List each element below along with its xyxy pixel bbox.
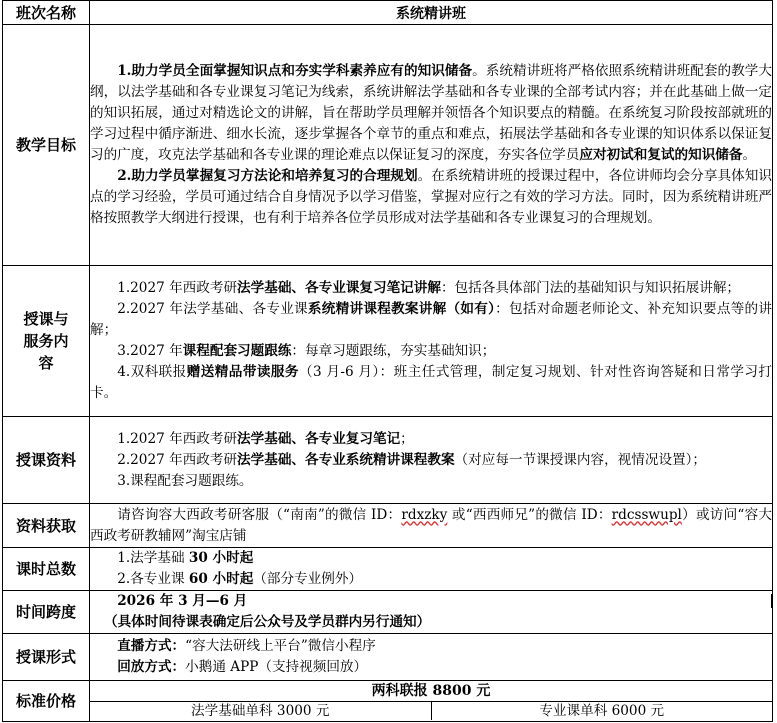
- combo-price: 两科联报 8800 元: [90, 681, 772, 702]
- access-text-1: 请咨询容大西政考研客服（“南南”的微信 ID：: [117, 506, 402, 523]
- single-price-law-basics: 法学基础单科 3000 元: [90, 702, 432, 720]
- hours-2-pre: 2.各专业课: [117, 571, 189, 587]
- format-live: [90, 636, 772, 657]
- format-replay: [90, 657, 772, 678]
- period-note: （具体时间待课表确定后公众号及学员群内另行通知）: [104, 614, 431, 630]
- hours-1-pre: 1.法学基础: [117, 550, 189, 566]
- objective-2-heading: 2.助力学员掌握复习方法论和培养复习的合理规划: [117, 168, 418, 184]
- price-label: 标准价格: [3, 681, 90, 722]
- access-content: [90, 504, 773, 548]
- format-label: 授课形式: [3, 634, 90, 681]
- hours-2-value: 60 小时起: [188, 571, 254, 587]
- access-text-3: ）或访问“容大西政考研教辅网”淘宝店铺: [90, 506, 772, 544]
- material-2-text: （对应每一节课授课内容，视情况设置）；: [454, 451, 707, 468]
- format-row: [3, 634, 773, 681]
- objective-1-heading: 1.助力学员全面掌握知识点和夯实学科素养应有的知识储备: [117, 63, 473, 79]
- single-price-major: 专业课单科 6000 元: [539, 703, 665, 719]
- hours-row: [3, 548, 773, 591]
- course-name: 系统精讲班: [90, 1, 773, 25]
- page-edge-mark: [771, 594, 773, 608]
- objectives-content: [90, 25, 773, 266]
- material-1-pre: 1.2027 年西政考研: [117, 430, 238, 447]
- service-1-pre: 1.2027 年西政考研: [117, 280, 238, 296]
- hours-2-note: （部分专业例外）: [253, 571, 363, 587]
- service-3: [90, 341, 772, 362]
- material-1-heading: 法学基础、各专业复习笔记: [237, 430, 401, 447]
- format-replay-label: 回放方式：: [117, 659, 186, 675]
- material-3: 3.课程配套习题跟练。: [117, 472, 253, 489]
- service-1: [90, 278, 772, 299]
- period-content: [90, 591, 773, 634]
- service-2-text: ：包括对命题老师论文、补充知识要点等的讲解；: [90, 301, 773, 338]
- service-4-heading: 赠送精品带读服务: [186, 364, 299, 380]
- service-4-text: （3 月-6 月）：班主任式管理，制定复习规划、针对性咨询答疑和日常学习打卡。: [90, 364, 772, 401]
- service-1-text: ：包括各具体部门法的基础知识与知识拓展讲解；: [440, 280, 741, 296]
- period-label: 时间跨度: [3, 591, 90, 634]
- objective-1-emphasis: 应对初试和复试的知识储备: [579, 147, 743, 163]
- price-content: [90, 681, 773, 722]
- format-replay-text: 小鹅通 APP（支持视频回放）: [185, 659, 368, 675]
- service-4-pre: 4.双科联报: [117, 364, 187, 380]
- service-1-heading: 法学基础、各专业课复习笔记讲解: [237, 280, 441, 296]
- material-1: [90, 429, 772, 450]
- access-text-2: 或“西西师兄”的微信 ID：: [447, 506, 612, 523]
- services-label: [3, 266, 90, 417]
- service-3-heading: 课程配套习题跟练: [182, 343, 292, 359]
- material-2-pre: 2.2027 年西政考研: [117, 451, 238, 468]
- services-label-text: 授课与服务内容: [23, 310, 69, 372]
- service-3-pre: 3.2027 年: [117, 343, 183, 359]
- hours-1: [90, 548, 772, 569]
- wechat-id-nannan: rdxzky: [401, 506, 448, 523]
- course-info-table: [2, 0, 773, 722]
- objective-1: [90, 61, 772, 166]
- header-label: 班次名称: [3, 1, 90, 25]
- header-row: [3, 1, 773, 25]
- format-live-label: 直播方式：: [117, 638, 186, 654]
- objective-1-end: 。: [742, 147, 757, 163]
- service-2: [90, 299, 772, 341]
- material-1-end: ；: [400, 430, 414, 447]
- materials-label: 授课资料: [3, 417, 90, 504]
- hours-1-value: 30 小时起: [188, 550, 254, 566]
- objective-2: [90, 166, 772, 229]
- materials-row: [3, 417, 773, 504]
- format-content: [90, 634, 773, 681]
- material-2: [90, 450, 772, 471]
- hours-content: [90, 548, 773, 591]
- price-row: [3, 681, 773, 722]
- services-content: [90, 266, 773, 417]
- access-text: [90, 505, 772, 547]
- objectives-row: [3, 25, 773, 266]
- period-row: [3, 591, 773, 634]
- materials-content: [90, 417, 773, 504]
- services-row: [3, 266, 773, 417]
- service-2-heading: 系统精讲课程教案讲解（如有）: [307, 301, 496, 317]
- hours-2: [90, 569, 772, 590]
- service-2-pre: 2.2027 年法学基础、各专业课: [117, 301, 308, 317]
- hours-label: 课时总数: [3, 548, 90, 591]
- objectives-label: 教学目标: [3, 25, 90, 266]
- wechat-id-xixi: rdcsswupl: [611, 506, 682, 523]
- material-2-heading: 法学基础、各专业系统精讲课程教案: [237, 451, 455, 468]
- format-live-text: “容大法研线上平台”微信小程序: [185, 638, 376, 654]
- period-dates: 2026 年 3 月—6 月: [117, 593, 248, 609]
- objective-1-text: 。系统精讲班将严格依照系统精讲班配套的教学大纲，以法学基础和各专业课复习笔记为线索，系统讲解法学基础和各专业课的全部考试内容；并在此基础上做一定的知识拓展，通过对精选论文的讲解，旨在帮助学员理解并领悟各个知识要点的精髓。在系统复习阶段按部就班的学习过程中循序渐进、细水长流，逐步掌握各个章节的重点和难点，拓展法学基础和各专业课的知识体系以保证复习的广度，攻克法学基础和各专业课的理论难点以保证复习的深度，夯实各位学员: [90, 63, 772, 163]
- access-row: [3, 504, 773, 548]
- access-label: 资料获取: [3, 504, 90, 548]
- service-4: [90, 362, 772, 404]
- service-3-text: ：每章习题跟练，夯实基础知识；: [291, 343, 496, 359]
- single-prices: [90, 702, 772, 720]
- objective-2-text: 。在系统精讲班的授课过程中，各位讲师均会分享具体知识点的学习经验，学员可通过结合自身情况予以学习借鉴，掌握对应行之有效的学习方法。同时，因为系统精讲班严格按照教学大纲进行授课，也有利于培养各位学员形成对法学基础和各专业课复习的合理规划。: [90, 168, 772, 226]
